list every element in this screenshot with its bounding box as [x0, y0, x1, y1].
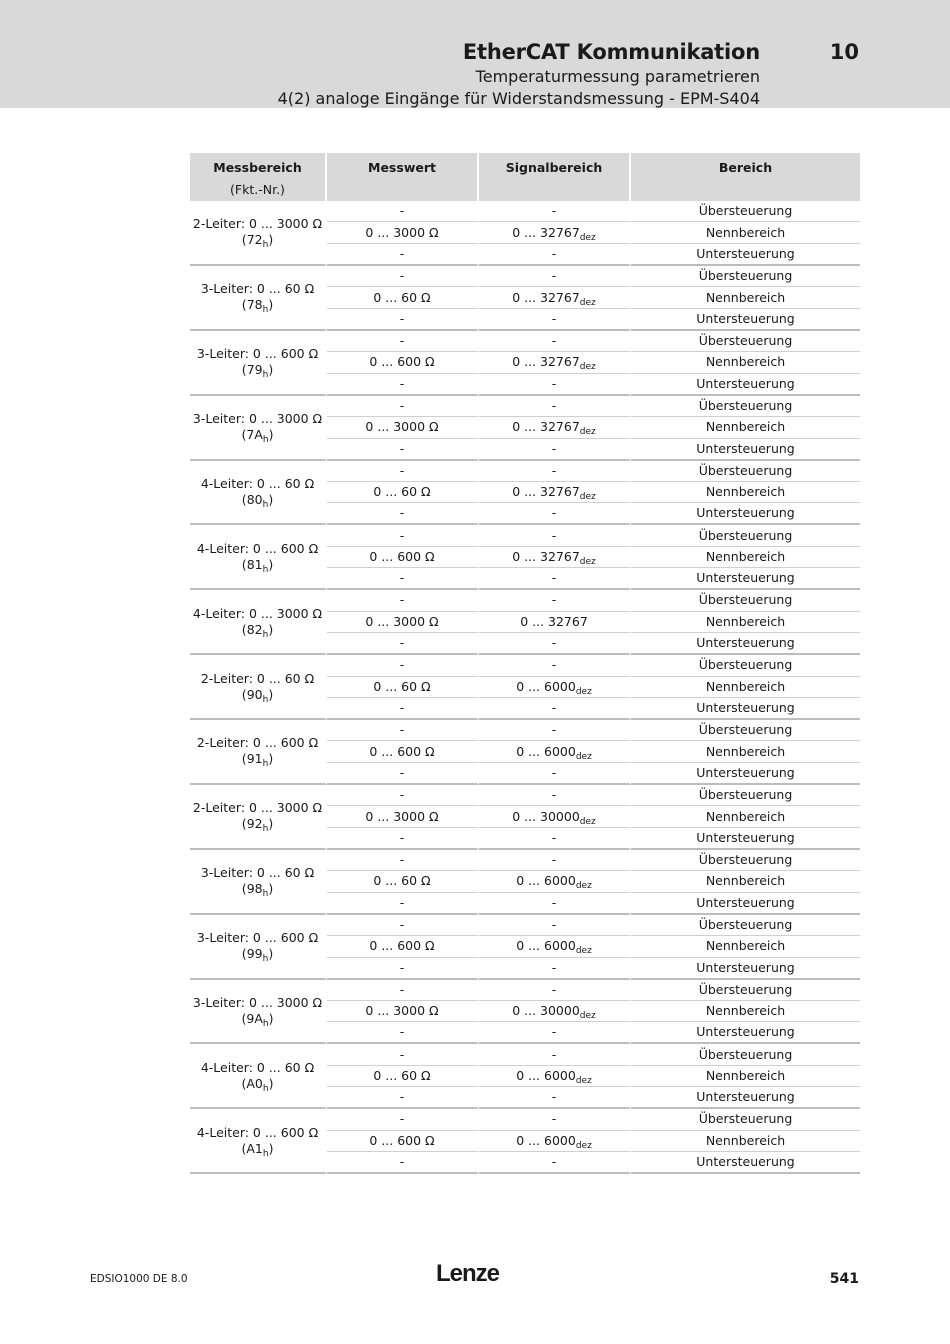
function-code: 81 [246, 556, 263, 572]
function-code-suffix: h [262, 824, 269, 835]
cell-signalbereich: - [479, 374, 631, 396]
function-code-suffix: h [262, 694, 269, 705]
cell-signalbereich: - [479, 893, 631, 915]
cell-signalbereich: - [479, 1087, 631, 1109]
cell-bereich: Übersteuerung [631, 201, 860, 222]
cell-bereich: Nennbereich [631, 222, 860, 243]
cell-bereich: Untersteuerung [631, 503, 860, 525]
cell-messbereich: 3-Leiter: 0 ... 600 Ω $(99_h)$ [190, 915, 327, 980]
cell-signalbereich: - [479, 980, 631, 1001]
cell-bereich: Übersteuerung [631, 720, 860, 741]
table-row [190, 655, 860, 676]
cell-signalbereich: - [479, 244, 631, 266]
cell-messbereich: 3-Leiter: 0 ... 600 Ω $(79_h)$ [190, 331, 327, 396]
col-header-messbereich-label: Messbereich [213, 160, 302, 175]
cell-messwert: - [327, 785, 479, 806]
range-label: 2-Leiter: 0 ... 60 Ω [200, 670, 315, 686]
cell-signalbereich [479, 482, 631, 503]
signal-range-value: 0 ... 32767 [520, 613, 588, 629]
cell-messwert: - [327, 503, 479, 525]
col-header-messwert: Messwert [327, 153, 479, 201]
table-row [190, 525, 860, 546]
cell-messwert: - [327, 828, 479, 850]
table-row [190, 980, 860, 1001]
page-number: 541 [829, 1271, 859, 1287]
cell-messwert: - [327, 1022, 479, 1044]
cell-messwert: - [327, 439, 479, 461]
signal-range-unit: dez [575, 751, 592, 762]
cell-signalbereich [479, 936, 631, 957]
function-code-suffix: h [262, 889, 269, 900]
col-header-messbereich [190, 153, 327, 201]
signal-range-unit: dez [579, 232, 596, 243]
table-row [190, 201, 860, 222]
cell-signalbereich [479, 806, 631, 827]
cell-bereich: Untersteuerung [631, 374, 860, 396]
cell-bereich: Untersteuerung [631, 568, 860, 590]
function-code: 72 [246, 232, 263, 248]
table-header-row [190, 153, 860, 201]
cell-signalbereich: - [479, 958, 631, 980]
cell-messwert: - [327, 1087, 479, 1109]
range-label: 4-Leiter: 0 ... 60 Ω [200, 1059, 315, 1075]
function-code: 80 [246, 491, 263, 507]
cell-messbereich: 3-Leiter: 0 ... 3000 Ω $(9A_h)$ [190, 980, 327, 1045]
measurement-range-table [190, 153, 860, 1174]
function-code: 98 [246, 881, 263, 897]
cell-signalbereich: - [479, 1109, 631, 1130]
cell-signalbereich [479, 1131, 631, 1152]
cell-bereich: Nennbereich [631, 741, 860, 762]
range-label: 3-Leiter: 0 ... 600 Ω [196, 930, 319, 946]
cell-bereich: Übersteuerung [631, 525, 860, 546]
cell-messwert: - [327, 331, 479, 352]
signal-range-unit: dez [579, 362, 596, 373]
subsection-title: 4(2) analoge Eingänge für Widerstandsmessung - EPM-S404 [277, 89, 760, 108]
signal-range-value: 0 ... 6000 [516, 1132, 576, 1148]
cell-messwert: 0 ... 600 Ω [327, 741, 479, 762]
section-title: Temperaturmessung parametrieren [475, 67, 760, 86]
cell-messwert: - [327, 893, 479, 915]
cell-bereich: Untersteuerung [631, 244, 860, 266]
cell-bereich: Übersteuerung [631, 1044, 860, 1065]
cell-signalbereich: - [479, 698, 631, 720]
cell-signalbereich: - [479, 850, 631, 871]
cell-bereich: Nennbereich [631, 482, 860, 503]
signal-range-unit: dez [579, 427, 596, 438]
cell-signalbereich: - [479, 720, 631, 741]
cell-bereich: Übersteuerung [631, 266, 860, 287]
cell-messbereich: 2-Leiter: 0 ... 60 Ω $(90_h)$ [190, 655, 327, 720]
cell-signalbereich: - [479, 525, 631, 546]
table-row [190, 785, 860, 806]
cell-signalbereich: - [479, 1044, 631, 1065]
function-code: A0 [246, 1075, 263, 1091]
function-code-suffix: h [262, 240, 269, 251]
function-code-suffix: h [262, 759, 269, 770]
function-code: 79 [246, 362, 263, 378]
cell-bereich: Untersteuerung [631, 1087, 860, 1109]
range-label: 2-Leiter: 0 ... 3000 Ω [192, 216, 323, 232]
cell-bereich: Nennbereich [631, 352, 860, 373]
signal-range-value: 0 ... 30000 [512, 808, 580, 824]
function-code-suffix: h [262, 435, 269, 446]
cell-bereich: Übersteuerung [631, 785, 860, 806]
cell-bereich: Untersteuerung [631, 698, 860, 720]
table-row [190, 590, 860, 611]
cell-bereich: Nennbereich [631, 287, 860, 308]
cell-bereich: Untersteuerung [631, 1022, 860, 1044]
cell-messbereich: 4-Leiter: 0 ... 60 Ω $(80_h)$ [190, 461, 327, 526]
cell-signalbereich [479, 741, 631, 762]
table-row [190, 396, 860, 417]
range-label: 3-Leiter: 0 ... 3000 Ω [192, 411, 323, 427]
cell-messwert: - [327, 763, 479, 785]
cell-messbereich: 2-Leiter: 0 ... 3000 Ω $(72_h)$ [190, 201, 327, 266]
cell-signalbereich: - [479, 439, 631, 461]
range-label: 4-Leiter: 0 ... 600 Ω [196, 1124, 319, 1140]
range-label: 2-Leiter: 0 ... 3000 Ω [192, 800, 323, 816]
cell-messwert: 0 ... 600 Ω [327, 547, 479, 568]
function-code-suffix: h [262, 1018, 269, 1029]
cell-signalbereich [479, 1001, 631, 1022]
cell-signalbereich: - [479, 785, 631, 806]
cell-messwert: 0 ... 60 Ω [327, 482, 479, 503]
cell-signalbereich: - [479, 309, 631, 331]
cell-bereich: Untersteuerung [631, 1152, 860, 1174]
cell-signalbereich: - [479, 266, 631, 287]
col-header-bereich: Bereich [631, 153, 860, 201]
cell-signalbereich: - [479, 828, 631, 850]
cell-bereich: Nennbereich [631, 1131, 860, 1152]
cell-messwert: - [327, 958, 479, 980]
cell-messwert: 0 ... 600 Ω [327, 352, 479, 373]
function-code-suffix: h [262, 499, 269, 510]
cell-bereich: Untersteuerung [631, 633, 860, 655]
cell-signalbereich: - [479, 1152, 631, 1174]
table-body [190, 201, 860, 1174]
cell-signalbereich: - [479, 461, 631, 482]
cell-signalbereich [479, 547, 631, 568]
cell-bereich: Nennbereich [631, 1066, 860, 1087]
function-code: 92 [246, 816, 263, 832]
cell-messwert: 0 ... 600 Ω [327, 936, 479, 957]
cell-messwert: - [327, 720, 479, 741]
cell-signalbereich [479, 871, 631, 892]
function-code: 9A [246, 1010, 263, 1026]
signal-range-value: 0 ... 32767 [512, 289, 580, 305]
range-label: 3-Leiter: 0 ... 3000 Ω [192, 994, 323, 1010]
cell-bereich: Übersteuerung [631, 915, 860, 936]
cell-bereich: Übersteuerung [631, 331, 860, 352]
signal-range-value: 0 ... 6000 [516, 743, 576, 759]
chapter-number: 10 [829, 40, 859, 64]
cell-messwert: 0 ... 3000 Ω [327, 1001, 479, 1022]
function-code-suffix: h [262, 305, 269, 316]
cell-bereich: Übersteuerung [631, 396, 860, 417]
cell-signalbereich [479, 677, 631, 698]
signal-range-unit: dez [575, 1076, 592, 1087]
cell-messwert: - [327, 1044, 479, 1065]
col-header-messbereich-sub: (Fkt.-Nr.) [230, 182, 285, 197]
cell-messbereich: 3-Leiter: 0 ... 60 Ω $(78_h)$ [190, 266, 327, 331]
cell-signalbereich: - [479, 331, 631, 352]
cell-bereich: Übersteuerung [631, 850, 860, 871]
cell-signalbereich [479, 1066, 631, 1087]
function-code-suffix: h [262, 564, 269, 575]
signal-range-value: 0 ... 6000 [516, 678, 576, 694]
function-code: 91 [246, 751, 263, 767]
cell-signalbereich [479, 417, 631, 438]
table-row [190, 331, 860, 352]
signal-range-value: 0 ... 32767 [512, 549, 580, 565]
range-label: 3-Leiter: 0 ... 60 Ω [200, 281, 315, 297]
cell-messwert: - [327, 461, 479, 482]
cell-messwert: - [327, 568, 479, 590]
table-row [190, 1044, 860, 1065]
cell-signalbereich [479, 352, 631, 373]
cell-messbereich: 4-Leiter: 0 ... 600 Ω $(A1_h)$ [190, 1109, 327, 1174]
cell-bereich: Nennbereich [631, 1001, 860, 1022]
table-row [190, 461, 860, 482]
page-title: EtherCAT Kommunikation [462, 40, 760, 64]
cell-messbereich: 2-Leiter: 0 ... 600 Ω $(91_h)$ [190, 720, 327, 785]
cell-messbereich: 4-Leiter: 0 ... 3000 Ω $(82_h)$ [190, 590, 327, 655]
cell-messwert: 0 ... 3000 Ω [327, 417, 479, 438]
table-row [190, 915, 860, 936]
cell-messwert: - [327, 980, 479, 1001]
cell-bereich: Übersteuerung [631, 655, 860, 676]
cell-messwert: - [327, 309, 479, 331]
cell-bereich: Übersteuerung [631, 1109, 860, 1130]
cell-messbereich: 3-Leiter: 0 ... 3000 Ω $(7A_h)$ [190, 396, 327, 461]
function-code-suffix: h [262, 629, 269, 640]
range-label: 3-Leiter: 0 ... 60 Ω [200, 865, 315, 881]
cell-messwert: - [327, 525, 479, 546]
function-code: A1 [246, 1140, 263, 1156]
lenze-logo: Lenze [436, 1260, 500, 1287]
cell-messwert: - [327, 374, 479, 396]
range-label: 4-Leiter: 0 ... 3000 Ω [192, 605, 323, 621]
signal-range-unit: dez [575, 946, 592, 957]
cell-signalbereich [479, 612, 631, 633]
cell-bereich: Nennbereich [631, 612, 860, 633]
cell-messwert: 0 ... 60 Ω [327, 287, 479, 308]
cell-messbereich: 4-Leiter: 0 ... 600 Ω $(81_h)$ [190, 525, 327, 590]
cell-messwert: - [327, 1109, 479, 1130]
function-code-suffix: h [262, 370, 269, 381]
cell-messwert: - [327, 698, 479, 720]
signal-range-unit: dez [579, 816, 596, 827]
cell-bereich: Nennbereich [631, 936, 860, 957]
cell-messwert: - [327, 244, 479, 266]
table-row [190, 266, 860, 287]
cell-signalbereich: - [479, 503, 631, 525]
cell-bereich: Untersteuerung [631, 828, 860, 850]
function-code-suffix: h [262, 954, 269, 965]
range-label: 4-Leiter: 0 ... 60 Ω [200, 475, 315, 491]
cell-signalbereich [479, 287, 631, 308]
table-row [190, 1109, 860, 1130]
function-code-suffix: h [262, 1148, 269, 1159]
cell-signalbereich: - [479, 568, 631, 590]
signal-range-value: 0 ... 32767 [512, 484, 580, 500]
cell-messbereich: 3-Leiter: 0 ... 60 Ω $(98_h)$ [190, 850, 327, 915]
table-row [190, 850, 860, 871]
cell-messwert: - [327, 1152, 479, 1174]
function-code: 78 [246, 297, 263, 313]
document-id: EDSIO1000 DE 8.0 [90, 1273, 188, 1285]
cell-signalbereich: - [479, 655, 631, 676]
signal-range-unit: dez [579, 557, 596, 568]
cell-messwert: 0 ... 600 Ω [327, 1131, 479, 1152]
signal-range-value: 0 ... 30000 [512, 1003, 580, 1019]
cell-messwert: 0 ... 60 Ω [327, 1066, 479, 1087]
signal-range-value: 0 ... 32767 [512, 224, 580, 240]
cell-bereich: Nennbereich [631, 677, 860, 698]
cell-messwert: - [327, 590, 479, 611]
signal-range-value: 0 ... 6000 [516, 938, 576, 954]
cell-bereich: Übersteuerung [631, 590, 860, 611]
cell-messbereich: 2-Leiter: 0 ... 3000 Ω $(92_h)$ [190, 785, 327, 850]
cell-signalbereich: - [479, 763, 631, 785]
signal-range-unit: dez [579, 297, 596, 308]
cell-messwert: 0 ... 60 Ω [327, 677, 479, 698]
cell-messwert: 0 ... 60 Ω [327, 871, 479, 892]
function-code: 7A [246, 427, 263, 443]
function-code-suffix: h [262, 1083, 269, 1094]
cell-messwert: - [327, 655, 479, 676]
cell-bereich: Nennbereich [631, 806, 860, 827]
cell-messwert: - [327, 915, 479, 936]
cell-signalbereich: - [479, 201, 631, 222]
cell-messwert: 0 ... 3000 Ω [327, 612, 479, 633]
function-code: 90 [246, 686, 263, 702]
cell-bereich: Untersteuerung [631, 958, 860, 980]
cell-signalbereich: - [479, 915, 631, 936]
cell-messwert: - [327, 266, 479, 287]
cell-signalbereich: - [479, 396, 631, 417]
signal-range-unit: dez [575, 881, 592, 892]
signal-range-unit: dez [575, 1140, 592, 1151]
range-label: 4-Leiter: 0 ... 600 Ω [196, 540, 319, 556]
range-label: 3-Leiter: 0 ... 600 Ω [196, 346, 319, 362]
cell-signalbereich: - [479, 633, 631, 655]
cell-bereich: Nennbereich [631, 871, 860, 892]
cell-bereich: Untersteuerung [631, 309, 860, 331]
signal-range-value: 0 ... 32767 [512, 354, 580, 370]
col-header-signalbereich: Signalbereich [479, 153, 631, 201]
cell-bereich: Untersteuerung [631, 893, 860, 915]
signal-range-value: 0 ... 6000 [516, 873, 576, 889]
cell-messwert: - [327, 633, 479, 655]
cell-bereich: Untersteuerung [631, 439, 860, 461]
cell-messwert: - [327, 201, 479, 222]
signal-range-value: 0 ... 6000 [516, 1068, 576, 1084]
signal-range-unit: dez [579, 1011, 596, 1022]
table-row [190, 720, 860, 741]
cell-bereich: Übersteuerung [631, 980, 860, 1001]
range-label: 2-Leiter: 0 ... 600 Ω [196, 735, 319, 751]
function-code: 82 [246, 621, 263, 637]
cell-messbereich: 4-Leiter: 0 ... 60 Ω $(A0_h)$ [190, 1044, 327, 1109]
cell-bereich: Übersteuerung [631, 461, 860, 482]
cell-bereich: Nennbereich [631, 417, 860, 438]
cell-messwert: 0 ... 3000 Ω [327, 222, 479, 243]
function-code: 99 [246, 946, 263, 962]
cell-signalbereich: - [479, 1022, 631, 1044]
signal-range-unit: dez [579, 492, 596, 503]
signal-range-unit: dez [575, 686, 592, 697]
cell-bereich: Untersteuerung [631, 763, 860, 785]
signal-range-value: 0 ... 32767 [512, 419, 580, 435]
cell-bereich: Nennbereich [631, 547, 860, 568]
cell-messwert: - [327, 850, 479, 871]
cell-signalbereich: - [479, 590, 631, 611]
cell-messwert: 0 ... 3000 Ω [327, 806, 479, 827]
cell-signalbereich [479, 222, 631, 243]
cell-messwert: - [327, 396, 479, 417]
